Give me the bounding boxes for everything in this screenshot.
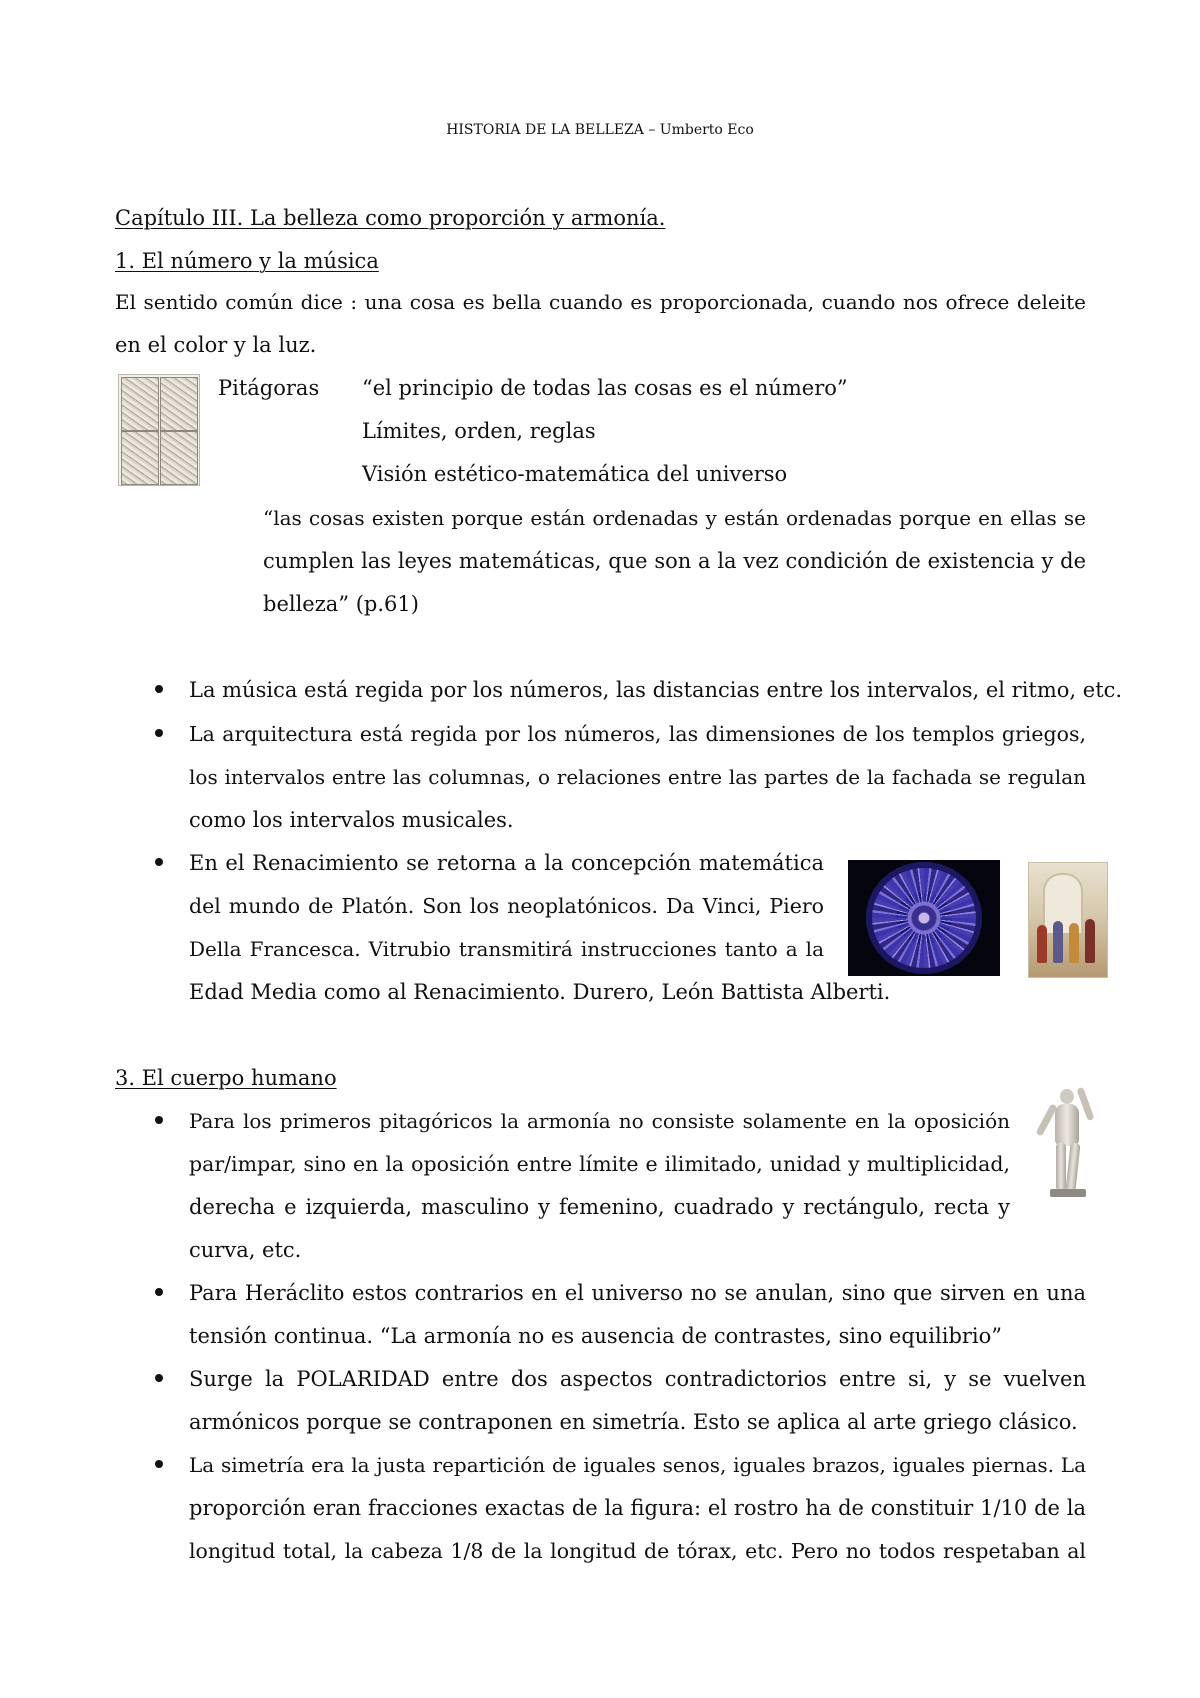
bullet-line: En el Renacimiento se retorna a la concepción matemática bbox=[189, 851, 824, 875]
pythagoras-quote-line: belleza” (p.61) bbox=[263, 592, 419, 616]
pythagoras-point: “el principio de todas las cosas es el número” bbox=[362, 376, 848, 400]
chapter-heading: Capítulo III. La belleza como proporción y armonía. bbox=[115, 206, 666, 230]
bullet-line: La música está regida por los números, las distancias entre los intervalos, el ritmo, etc. bbox=[189, 678, 1123, 702]
section-heading-numero-musica: 1. El número y la música bbox=[115, 249, 379, 273]
bullet-icon bbox=[155, 685, 163, 693]
bullet-line: Surge la POLARIDAD entre dos aspectos contradictorios entre si, y se vuelven bbox=[189, 1367, 1086, 1391]
pythagoras-point: Visión estético-matemática del universo bbox=[362, 462, 788, 486]
bullet-line: La simetría era la justa repartición de iguales senos, iguales brazos, iguales piernas. La bbox=[189, 1453, 1086, 1477]
document-title: HISTORIA DE LA BELLEZA – Umberto Eco bbox=[446, 122, 754, 138]
bullet-icon bbox=[155, 1116, 163, 1124]
bullet-line: Para Heráclito estos contrarios en el universo no se anulan, sino que sirven en una bbox=[189, 1281, 1086, 1305]
bullet-icon bbox=[155, 1460, 163, 1468]
bullet-line: proporción eran fracciones exactas de la figura: el rostro ha de constituir 1/10 de la bbox=[189, 1496, 1086, 1520]
bullet-icon bbox=[155, 1288, 163, 1296]
section-heading-cuerpo-humano: 3. El cuerpo humano bbox=[115, 1066, 337, 1090]
bullet-line: curva, etc. bbox=[189, 1238, 302, 1262]
bullet-line: Della Francesca. Vitrubio transmitirá instrucciones tanto a la bbox=[189, 937, 824, 961]
bullet-line: La arquitectura está regida por los números, las dimensiones de los templos griegos, bbox=[189, 722, 1086, 746]
bullet-line: Para los primeros pitagóricos la armonía no consiste solamente en la oposición bbox=[189, 1109, 1010, 1133]
rose-window-image bbox=[848, 860, 1000, 976]
greek-statue-image bbox=[1030, 1083, 1102, 1201]
bullet-line: los intervalos entre las columnas, o relaciones entre las partes de la fachada se regulan bbox=[189, 765, 1086, 789]
pythagoras-point: Límites, orden, reglas bbox=[362, 419, 596, 443]
bullet-line: tensión continua. “La armonía no es ausencia de contrastes, sino equilibrio” bbox=[189, 1324, 1003, 1348]
bullet-icon bbox=[155, 1374, 163, 1382]
bullet-line: armónicos porque se contraponen en simetría. Esto se aplica al arte griego clásico. bbox=[189, 1410, 1078, 1434]
pythagoras-quote-line: cumplen las leyes matemáticas, que son a la vez condición de existencia y de bbox=[263, 549, 1086, 573]
pythagoras-name: Pitágoras bbox=[218, 376, 320, 400]
intro-line: El sentido común dice : una cosa es bella cuando es proporcionada, cuando nos ofrece deleite bbox=[115, 290, 1086, 314]
bullet-line: Edad Media como al Renacimiento. Durero, León Battista Alberti. bbox=[189, 980, 891, 1004]
bullet-line: como los intervalos musicales. bbox=[189, 808, 514, 832]
bullet-icon bbox=[155, 858, 163, 866]
bullet-icon bbox=[155, 729, 163, 737]
pythagoras-woodcut-image bbox=[118, 374, 200, 486]
intro-line: en el color y la luz. bbox=[115, 333, 317, 357]
bullet-line: par/impar, sino en la oposición entre límite e ilimitado, unidad y multiplicidad, bbox=[189, 1152, 1010, 1176]
renaissance-painting-image bbox=[1028, 862, 1108, 978]
bullet-line: derecha e izquierda, masculino y femenino, cuadrado y rectángulo, recta y bbox=[189, 1195, 1010, 1219]
bullet-line: del mundo de Platón. Son los neoplatónicos. Da Vinci, Piero bbox=[189, 894, 824, 918]
bullet-line: longitud total, la cabeza 1/8 de la longitud de tórax, etc. Pero no todos respetaban al bbox=[189, 1539, 1086, 1563]
pythagoras-quote-line: “las cosas existen porque están ordenadas y están ordenadas porque en ellas se bbox=[263, 506, 1086, 530]
